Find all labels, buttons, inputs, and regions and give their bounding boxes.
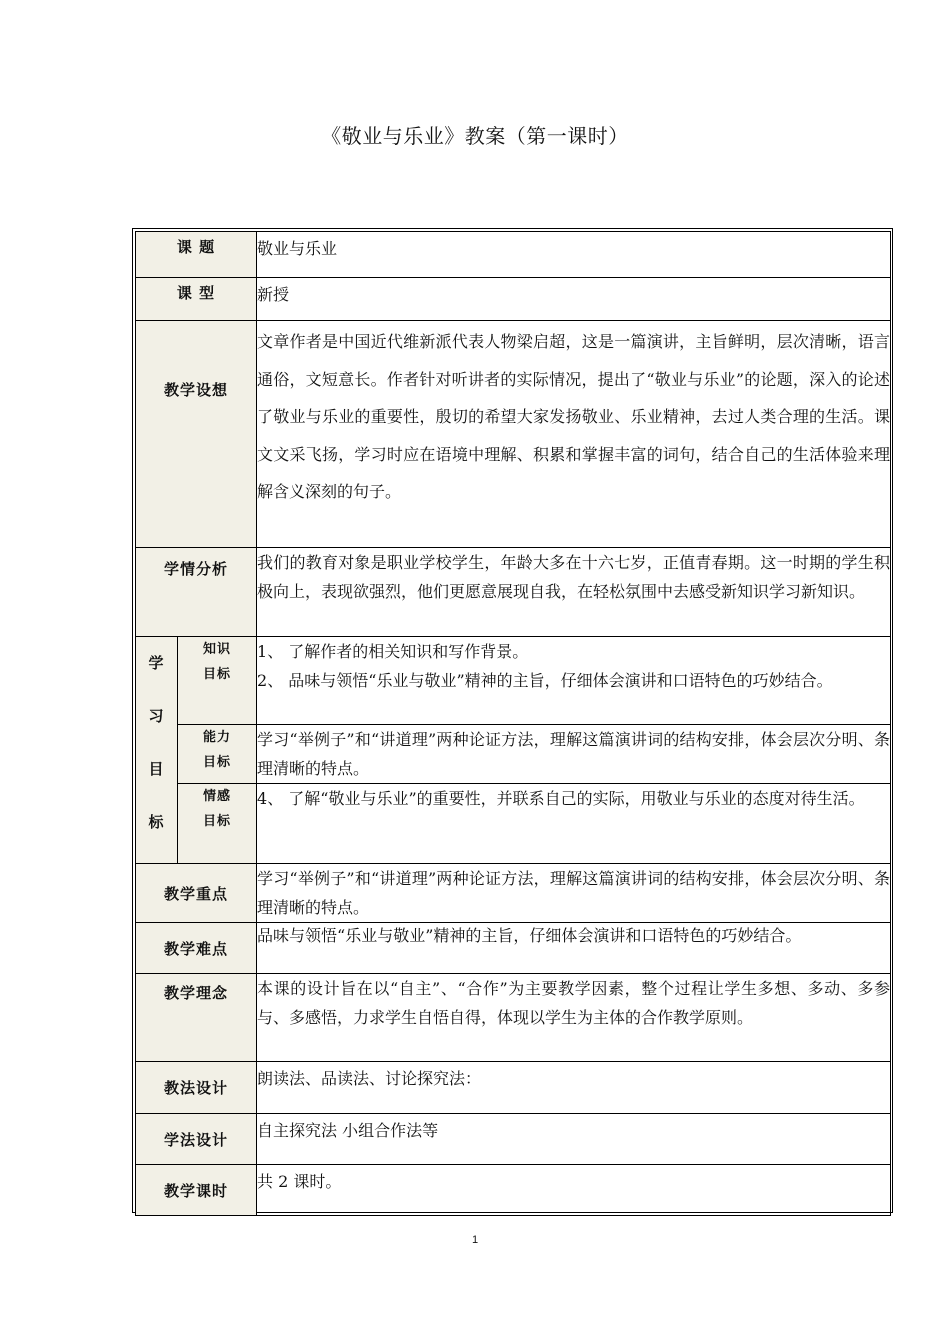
type-label: 课 型 — [136, 278, 257, 321]
knowledge-goal-line: 2、 品味与领悟“乐业与敬业”精神的主旨，仔细体会演讲和口语特色的巧妙结合。 — [257, 671, 833, 690]
difficulty-content: 品味与领悟“乐业与敬业”精神的主旨，仔细体会演讲和口语特色的巧妙结合。 — [257, 923, 891, 974]
difficulty-label: 教学难点 — [136, 923, 257, 974]
analysis-label: 学情分析 — [136, 548, 257, 637]
table-row — [136, 637, 891, 725]
page-number: 1 — [471, 1234, 479, 1246]
type-content: 新授 — [257, 278, 891, 321]
ability-goal-label-line: 目标 — [203, 755, 232, 770]
table-row — [136, 1114, 891, 1165]
method-content: 朗读法、品读法、讨论探究法： — [257, 1062, 891, 1114]
design-content: 文章作者是中国近代维新派代表人物梁启超，这是一篇演讲，主旨鲜明，层次清晰，语言通俗，文短意长。作者针对听讲者的实际情况，提出了“敬业与乐业”的论题，深入的论述了敬业与乐业的重要性，殷切的希望大家发扬敬业、乐业精神，去过人类合理的生活。课文文采飞扬，学习时应在语境中理解、积累和掌握丰富的词句，结合自己的生活体验来理解含义深刻的句子。 — [257, 321, 891, 548]
knowledge-goal-content — [257, 637, 891, 725]
table-row — [136, 232, 891, 278]
method-label: 教法设计 — [136, 1062, 257, 1114]
ability-goal-label — [178, 725, 257, 784]
philosophy-label: 教学理念 — [136, 974, 257, 1062]
table-row — [136, 923, 891, 974]
goals-label-char: 学 — [148, 654, 165, 672]
analysis-content: 我们的教育对象是职业学校学生，年龄大多在十六七岁，正值青春期。这一时期的学生积极向上，表现欲强烈，他们更愿意展现自我，在轻松氛围中去感受新知识学习新知识。 — [257, 548, 891, 637]
goals-label-char: 标 — [148, 813, 165, 831]
class-hours-label: 教学课时 — [136, 1165, 257, 1216]
emotion-goal-label-line: 情感 — [203, 789, 232, 804]
philosophy-content: 本课的设计旨在以“自主”、“合作”为主要教学因素，整个过程让学生多想、多动、多参与、多感悟，力求学生自悟自得，体现以学生为主体的合作教学原则。 — [257, 974, 891, 1062]
learning-method-content: 自主探究法 小组合作法等 — [257, 1114, 891, 1165]
knowledge-goal-label — [178, 637, 257, 725]
table-row — [136, 784, 891, 864]
key-point-label: 教学重点 — [136, 864, 257, 923]
ability-goal-content: 学习“举例子”和“讲道理”两种论证方法，理解这篇演讲词的结构安排，体会层次分明、条理清晰的特点。 — [257, 725, 891, 784]
topic-label: 课 题 — [136, 232, 257, 278]
knowledge-goal-label-line: 知识 — [203, 642, 232, 657]
lesson-plan-table — [135, 231, 891, 1216]
design-label: 教学设想 — [136, 321, 257, 548]
ability-goal-label-line: 能力 — [203, 730, 232, 745]
table-row — [136, 321, 891, 548]
knowledge-goal-line: 1、 了解作者的相关知识和写作背景。 — [257, 642, 529, 661]
emotion-goal-label-line: 目标 — [203, 814, 232, 829]
table-row — [136, 548, 891, 637]
table-row — [136, 1165, 891, 1216]
table-row — [136, 974, 891, 1062]
goals-label — [136, 637, 178, 864]
goals-label-char: 目 — [148, 760, 165, 778]
class-hours-content: 共 2 课时。 — [257, 1165, 891, 1216]
goals-label-char: 习 — [148, 707, 165, 725]
document-title: 《敬业与乐业》教案（第一课时） — [321, 124, 629, 148]
emotion-goal-label — [178, 784, 257, 864]
table-row — [136, 278, 891, 321]
table-row — [136, 1062, 891, 1114]
table-row — [136, 864, 891, 923]
knowledge-goal-label-line: 目标 — [203, 667, 232, 682]
key-point-content: 学习“举例子”和“讲道理”两种论证方法，理解这篇演讲词的结构安排，体会层次分明、条理清晰的特点。 — [257, 864, 891, 923]
table-row — [136, 725, 891, 784]
learning-method-label: 学法设计 — [136, 1114, 257, 1165]
topic-content: 敬业与乐业 — [257, 232, 891, 278]
emotion-goal-content: 4、 了解“敬业与乐业”的重要性，并联系自己的实际，用敬业与乐业的态度对待生活。 — [257, 784, 891, 864]
